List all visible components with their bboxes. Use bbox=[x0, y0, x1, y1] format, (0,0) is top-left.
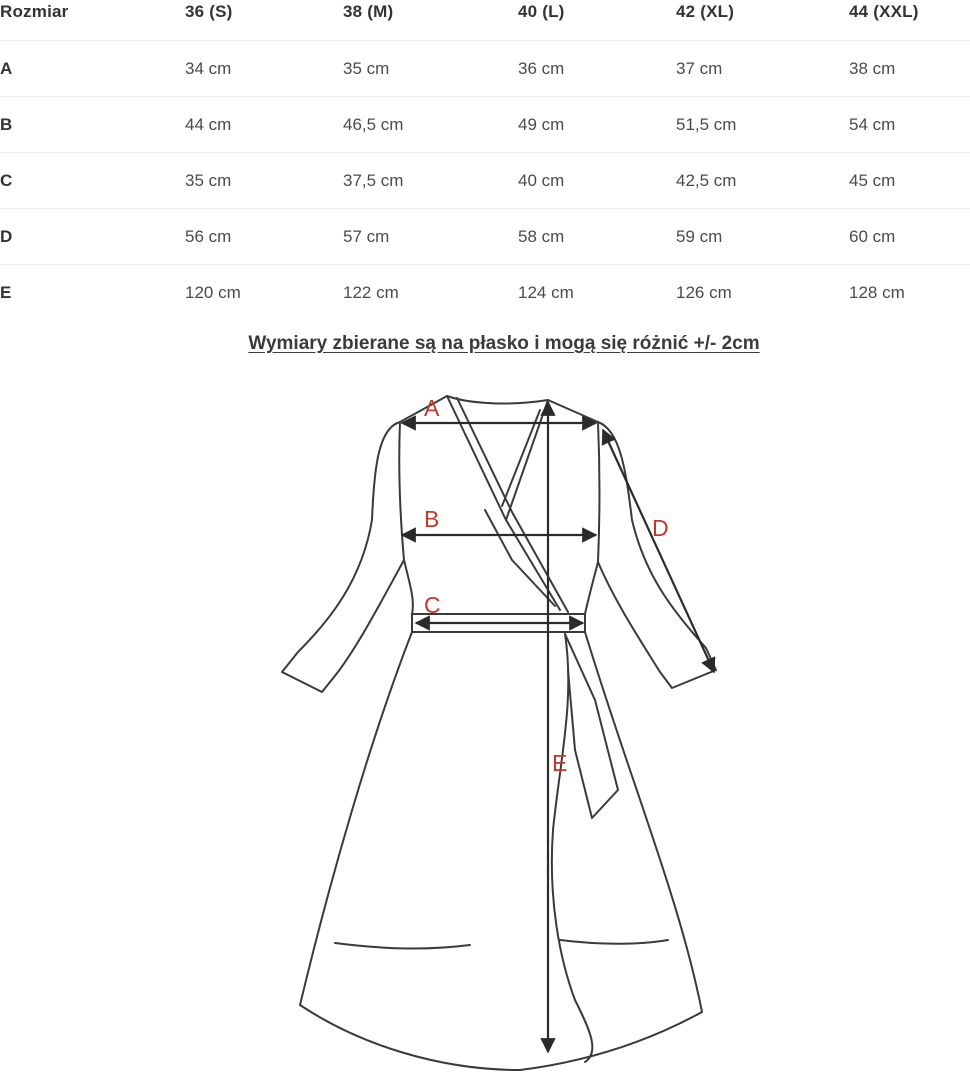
table-cell: 54 cm bbox=[849, 97, 970, 153]
header-36-s: 36 (S) bbox=[185, 2, 233, 21]
table-cell: 36 cm bbox=[518, 41, 676, 97]
table-cell: 35 cm bbox=[343, 41, 518, 97]
table-cell: 51,5 cm bbox=[676, 97, 849, 153]
row-label-d: D bbox=[0, 209, 185, 265]
row-label-c: C bbox=[0, 153, 185, 209]
table-cell: 57 cm bbox=[343, 209, 518, 265]
row-label-b: B bbox=[0, 97, 185, 153]
header-size: Rozmiar bbox=[0, 2, 69, 21]
table-cell: 37,5 cm bbox=[343, 153, 518, 209]
table-cell: 34 cm bbox=[185, 41, 343, 97]
table-cell: 128 cm bbox=[849, 265, 970, 321]
row-label-a: A bbox=[0, 41, 185, 97]
table-cell: 56 cm bbox=[185, 209, 343, 265]
skirt bbox=[300, 632, 702, 1070]
table-cell: 38 cm bbox=[849, 41, 970, 97]
measurement-note: Wymiary zbierane są na płasko i mogą się różnić +/- 2cm bbox=[248, 333, 760, 354]
skirt-wrap-edge bbox=[552, 634, 593, 1062]
table-cell: 58 cm bbox=[518, 209, 676, 265]
label-a: A bbox=[424, 395, 440, 421]
table-cell: 124 cm bbox=[518, 265, 676, 321]
wrap-collar bbox=[447, 396, 568, 612]
label-c: C bbox=[424, 592, 441, 618]
table-cell: 44 cm bbox=[185, 97, 343, 153]
table-cell: 126 cm bbox=[676, 265, 849, 321]
dress-outline bbox=[282, 396, 716, 1070]
table-cell: 35 cm bbox=[185, 153, 343, 209]
label-e: E bbox=[552, 750, 568, 776]
table-cell: 46,5 cm bbox=[343, 97, 518, 153]
table-cell: 60 cm bbox=[849, 209, 970, 265]
table-cell: 42,5 cm bbox=[676, 153, 849, 209]
tie-sash bbox=[565, 634, 618, 818]
header-38-m: 38 (M) bbox=[343, 2, 394, 21]
table-cell: 45 cm bbox=[849, 153, 970, 209]
header-44-xxl: 44 (XXL) bbox=[849, 2, 919, 21]
table-cell: 120 cm bbox=[185, 265, 343, 321]
label-d: D bbox=[652, 515, 669, 541]
label-b: B bbox=[424, 506, 440, 532]
header-40-l: 40 (L) bbox=[518, 2, 565, 21]
hem-ruffle-line bbox=[335, 940, 668, 949]
table-cell: 40 cm bbox=[518, 153, 676, 209]
header-42-xl: 42 (XL) bbox=[676, 2, 735, 21]
right-sleeve bbox=[598, 422, 716, 688]
measurement-lines bbox=[402, 402, 714, 1052]
table-cell: 37 cm bbox=[676, 41, 849, 97]
table-cell: 122 cm bbox=[343, 265, 518, 321]
measure-line-d bbox=[603, 430, 714, 672]
table-cell: 59 cm bbox=[676, 209, 849, 265]
row-label-e: E bbox=[0, 265, 185, 321]
left-sleeve bbox=[282, 422, 404, 692]
table-cell: 49 cm bbox=[518, 97, 676, 153]
